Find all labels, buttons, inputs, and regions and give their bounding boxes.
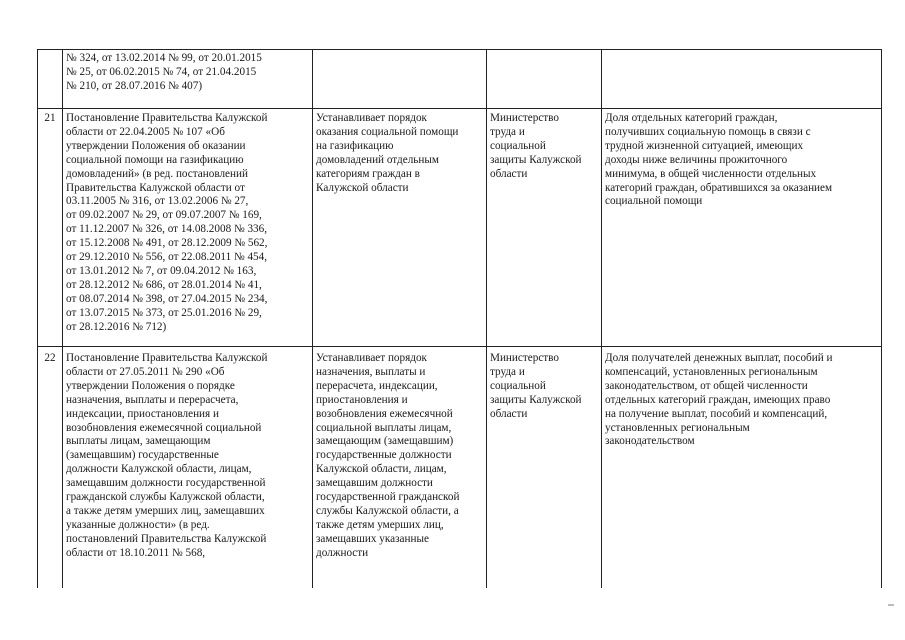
text-line: № 25, от 06.02.2015 № 74, от 21.04.2015 — [66, 65, 257, 78]
text-line: Доля отдельных категорий граждан, — [605, 112, 778, 124]
indicator-cell — [602, 50, 882, 109]
text-line: от 15.12.2008 № 491, от 28.12.2009 № 562, — [66, 237, 268, 250]
text-line: гражданской службы Калужской области, — [66, 491, 265, 504]
legal-acts-table — [37, 49, 882, 588]
text-line: перерасчета, индексации, — [316, 379, 438, 392]
text-line: службы Калужской области, а — [316, 504, 459, 517]
row-number-cell — [38, 109, 63, 347]
text-line: приостановления и — [316, 393, 408, 406]
text-line: на получение выплат, пособий и компенсаций, — [605, 407, 828, 420]
text-line: области от 27.05.2011 № 290 «Об — [66, 365, 225, 378]
text-line: законодательством, от общей численности — [605, 379, 808, 392]
text-line: Устанавливает порядок — [316, 112, 427, 124]
text-line: на газификацию — [316, 139, 394, 152]
text-line: от 11.12.2007 № 326, от 14.08.2008 № 336, — [66, 223, 268, 236]
text-line: законодательством — [605, 435, 695, 448]
text-line: защиты Калужской — [490, 153, 582, 166]
purpose-cell — [313, 50, 487, 109]
purpose-cell — [313, 347, 487, 589]
responsible-body-cell — [487, 347, 602, 589]
text-line: труда и — [490, 125, 525, 138]
text-line: труда и — [490, 365, 525, 378]
legal-act-cell — [63, 347, 313, 589]
text-line: замещавшим должности — [316, 477, 433, 490]
text-line: социальной помощи — [605, 195, 703, 208]
row-number-cell — [38, 347, 63, 589]
row-number: 22 — [44, 352, 56, 364]
text-line: домовладений отдельным — [316, 153, 439, 166]
text-line: замещавшим должности государственной — [66, 477, 266, 490]
text-line: Министерство — [490, 112, 559, 124]
responsible-body-cell — [487, 109, 602, 347]
text-line: от 28.12.2016 № 712) — [66, 320, 167, 333]
text-line: должности Калужской области, лицам, — [66, 463, 252, 476]
text-line: области от 22.04.2005 № 107 «Об — [66, 125, 225, 138]
text-line: домовладений» (в ред. постановлений — [66, 167, 248, 180]
text-line: трудной жизненной ситуацией, имеющих — [605, 139, 804, 152]
text-line: Калужской области — [316, 181, 409, 194]
text-line: области — [490, 407, 528, 420]
text-line: категорий граждан, обратившихся за оказанием — [605, 181, 833, 194]
text-line: а также детям умерших лиц, замещавших — [66, 504, 265, 517]
text-line: Постановление Правительства Калужской — [66, 112, 268, 124]
text-line: назначения, выплаты и — [316, 365, 426, 378]
text-line: социальной — [490, 139, 546, 152]
text-line: № 210, от 28.07.2016 № 407) — [66, 79, 203, 92]
text-line: отдельных категорий граждан, имеющих право — [605, 393, 831, 406]
responsible-body-cell — [487, 50, 602, 109]
row-number: 21 — [44, 112, 56, 124]
text-line: также детям умерших лиц, — [316, 518, 444, 531]
text-line: замещавших указанные — [316, 532, 429, 545]
text-line: государственные должности — [316, 449, 452, 462]
legal-act-cell — [63, 109, 313, 347]
text-line: Устанавливает порядок — [316, 352, 427, 364]
text-line: государственной гражданской — [316, 491, 460, 504]
text-line: от 08.07.2014 № 398, от 27.04.2015 № 234, — [66, 292, 268, 305]
text-line: социальной помощи на газификацию — [66, 153, 244, 166]
text-line: назначения, выплаты и перерасчета, — [66, 393, 239, 406]
text-line: утверждении Положения об оказании — [66, 139, 246, 152]
text-line: защиты Калужской — [490, 393, 582, 406]
text-line: от 28.12.2012 № 686, от 28.01.2014 № 41, — [66, 278, 262, 291]
text-line: от 13.01.2012 № 7, от 09.04.2012 № 163, — [66, 264, 257, 277]
text-line: доходы ниже величины прожиточного — [605, 153, 788, 166]
text-line: Калужской области, лицам, — [316, 463, 447, 476]
text-line: замещающим (замещавшим) — [316, 435, 454, 448]
text-line: от 13.07.2015 № 373, от 25.01.2016 № 29, — [66, 306, 262, 319]
text-line: возобновления ежемесячной социальной — [66, 421, 262, 434]
text-line: области — [490, 167, 528, 180]
text-line: указанные должности» (в ред. — [66, 518, 210, 531]
text-line: категориям граждан в — [316, 167, 420, 180]
text-line: (замещавшим) государственные — [66, 449, 219, 462]
text-line: Правительства Калужской области от — [66, 181, 245, 194]
text-line: выплаты лицам, замещающим — [66, 435, 211, 448]
text-line: оказания социальной помощи — [316, 125, 459, 138]
scan-artifact — [888, 604, 894, 606]
text-line: утверждении Положения о порядке — [66, 379, 235, 392]
text-line: возобновления ежемесячной — [316, 407, 453, 420]
row-number-cell — [38, 50, 63, 109]
text-line: Доля получателей денежных выплат, пособий и — [605, 352, 833, 364]
text-line: индексации, приостановления и — [66, 407, 219, 420]
text-line: от 29.12.2010 № 556, от 22.08.2011 № 454, — [66, 251, 268, 264]
indicator-cell — [602, 109, 882, 347]
legal-act-cell — [63, 50, 313, 109]
text-line: 03.11.2005 № 316, от 13.02.2006 № 27, — [66, 195, 249, 208]
text-line: постановлений Правительства Калужской — [66, 532, 267, 545]
text-line: Постановление Правительства Калужской — [66, 352, 268, 364]
text-line: получивших социальную помощь в связи с — [605, 125, 811, 138]
text-line: должности — [316, 546, 369, 559]
table-row — [38, 109, 882, 347]
text-line: социальной выплаты лицам, — [316, 421, 452, 434]
text-line: компенсаций, установленных региональным — [605, 365, 818, 378]
text-line: минимума, в общей численности отдельных — [605, 167, 817, 180]
text-line: Министерство — [490, 352, 559, 364]
purpose-cell — [313, 109, 487, 347]
text-line: установленных региональным — [605, 421, 750, 434]
table-row — [38, 347, 882, 589]
text-line: социальной — [490, 379, 546, 392]
text-line: от 09.02.2007 № 29, от 09.07.2007 № 169, — [66, 209, 262, 222]
text-line: области от 18.10.2011 № 568, — [66, 546, 206, 559]
text-line: № 324, от 13.02.2014 № 99, от 20.01.2015 — [66, 52, 262, 64]
indicator-cell — [602, 347, 882, 589]
table-row — [38, 50, 882, 109]
